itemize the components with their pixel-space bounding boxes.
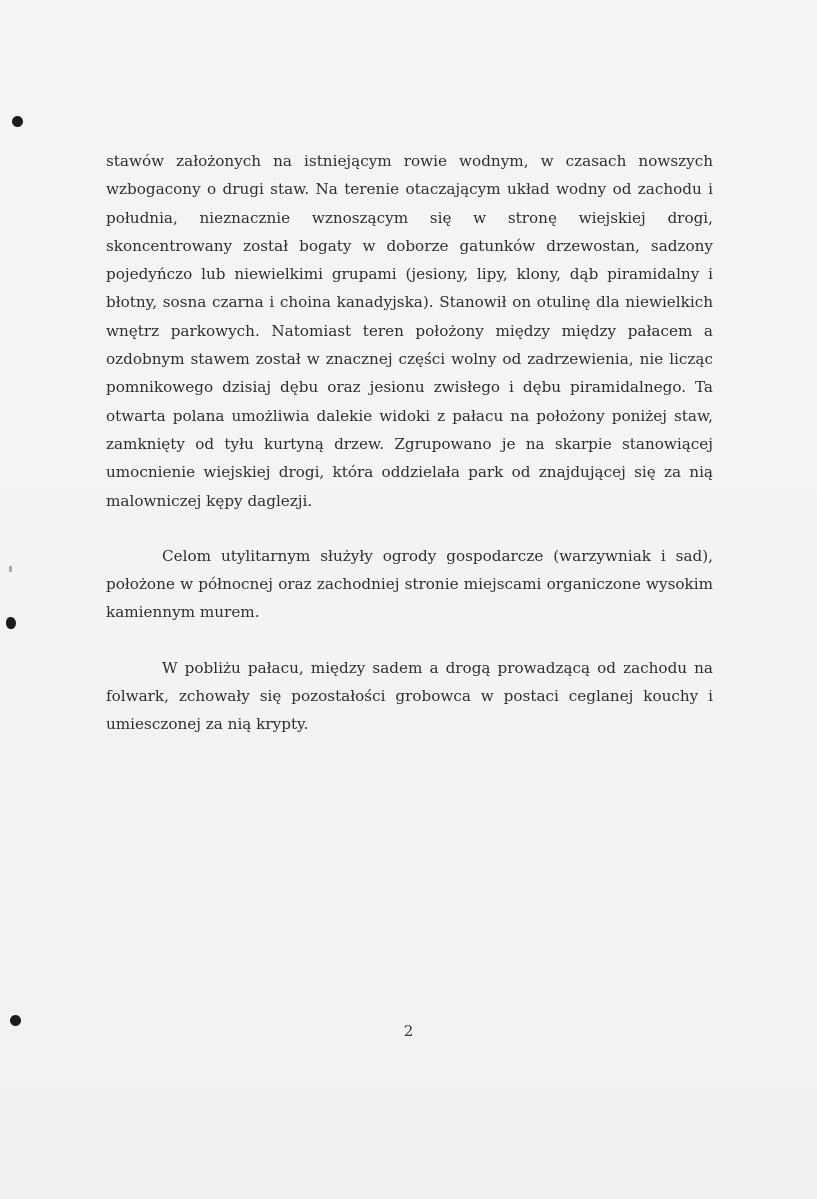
paragraph-3: W pobliżu pałacu, między sadem a drogą prowadzącą od zachodu na folwark, zchowały się pozostałości grobowca w postaci ceglanej kouchy i umiesczonej za nią krypty. [106,658,713,734]
punch-hole-mark [6,617,16,629]
body-text [106,147,713,739]
paragraph-2: Celom utylitarnym służyły ogrody gospodarcze (warzywniak i sad), położone w północnej oraz zachodniej stronie miejscami organiczone wysokim kamiennym murem. [106,546,713,622]
page-number: 2 [403,1022,414,1040]
paragraph-1: stawów założonych na istniejącym rowie wodnym, w czasach nowszych wzbogacony o drugi staw. Na terenie otaczającym układ wodny od zachodu i południa, nieznacznie wznoszącym się w stronę wiejskiej drogi, skoncentrowany został bogaty w doborze gatunków drzewostan, sadzony pojedyńczo lub niewielkimi grupami (jesiony, lipy, klony, dąb piramidalny i błotny, sosna czarna i choina kanadyjska). Stanowił on otulinę dla niewielkich wnętrz parkowych. Natomiast teren położony między między pałacem a ozdobnym stawem został w znacznej części wolny od zadrzewienia, nie licząc pomnikowego dzisiaj dębu oraz jesionu zwisłego i dębu piramidalnego. Ta otwarta polana umożliwia dalekie widoki z pałacu na położony poniżej staw, zamknięty od tyłu kurtyną drzew. Zgrupowano je na skarpie stanowiącej umocnienie wiejskiej drogi, która oddzielała park od znajdującej się za nią malowniczej kępy daglezji. [106,152,713,510]
punch-hole-mark [12,116,23,127]
scan-speck [9,566,12,572]
